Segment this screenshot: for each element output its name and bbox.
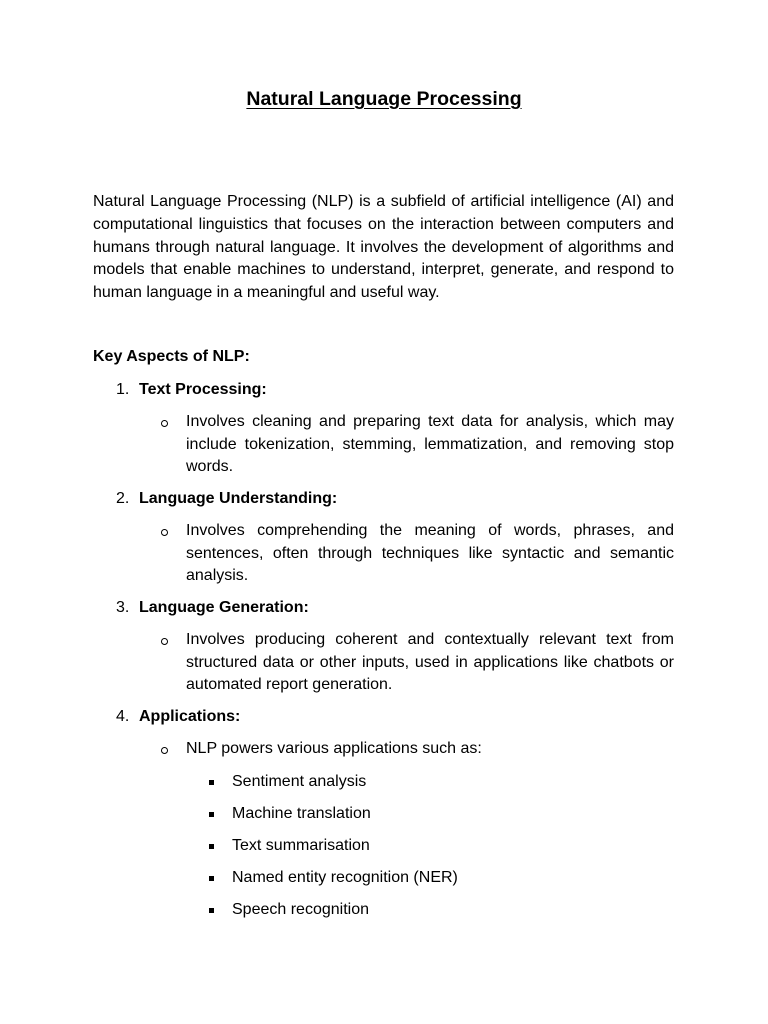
square-bullet-icon: [209, 908, 214, 913]
application-list-item: Machine translation: [232, 805, 371, 822]
aspect-description: Involves cleaning and preparing text data for analysis, which may include tokenization, stemming, lemmatization, and removing stop words.: [186, 413, 674, 476]
aspect-description: Involves comprehending the meaning of words, phrases, and sentences, often through techniques like syntactic and semantic analysis.: [186, 522, 674, 585]
aspect-number: 2.: [116, 490, 130, 507]
aspect-number: 1.: [116, 381, 130, 398]
aspect-number: 4.: [116, 708, 130, 725]
aspect-number: 3.: [116, 599, 130, 616]
aspect-item-text-processing: [116, 379, 267, 401]
application-list-item: Named entity recognition (NER): [232, 869, 458, 886]
application-list-item: Speech recognition: [232, 901, 369, 918]
circle-bullet-icon: [161, 420, 168, 427]
aspect-label: Language Generation:: [139, 599, 309, 616]
circle-bullet-icon: [161, 529, 168, 536]
square-bullet-icon: [209, 780, 214, 785]
application-list-item: Text summarisation: [232, 837, 370, 854]
circle-bullet-icon: [161, 638, 168, 645]
square-bullet-icon: [209, 844, 214, 849]
aspect-label: Text Processing:: [139, 381, 267, 398]
key-aspects-heading: Key Aspects of NLP:: [93, 348, 250, 365]
document-title: Natural Language Processing: [246, 88, 522, 110]
aspect-item-language-understanding: [116, 488, 338, 510]
aspect-label: Language Understanding:: [139, 490, 338, 507]
application-list-item: Sentiment analysis: [232, 773, 367, 790]
aspect-label: Applications:: [139, 708, 241, 725]
square-bullet-icon: [209, 812, 214, 817]
intro-paragraph: Natural Language Processing (NLP) is a subfield of artificial intelligence (AI) and computational linguistics that focuses on the interaction between computers and humans through natural language. It involves the development of algorithms and models that enable machines to understand, interpret, generate, and respond to human language in a meaningful and useful way.: [93, 193, 674, 302]
aspect-item-language-generation: [116, 597, 309, 619]
square-bullet-icon: [209, 876, 214, 881]
circle-bullet-icon: [161, 747, 168, 754]
aspect-description: NLP powers various applications such as:: [186, 740, 482, 757]
aspect-description: Involves producing coherent and contextually relevant text from structured data or other inputs, used in applications like chatbots or automated report generation.: [186, 631, 674, 694]
aspect-item-applications: [116, 706, 241, 728]
